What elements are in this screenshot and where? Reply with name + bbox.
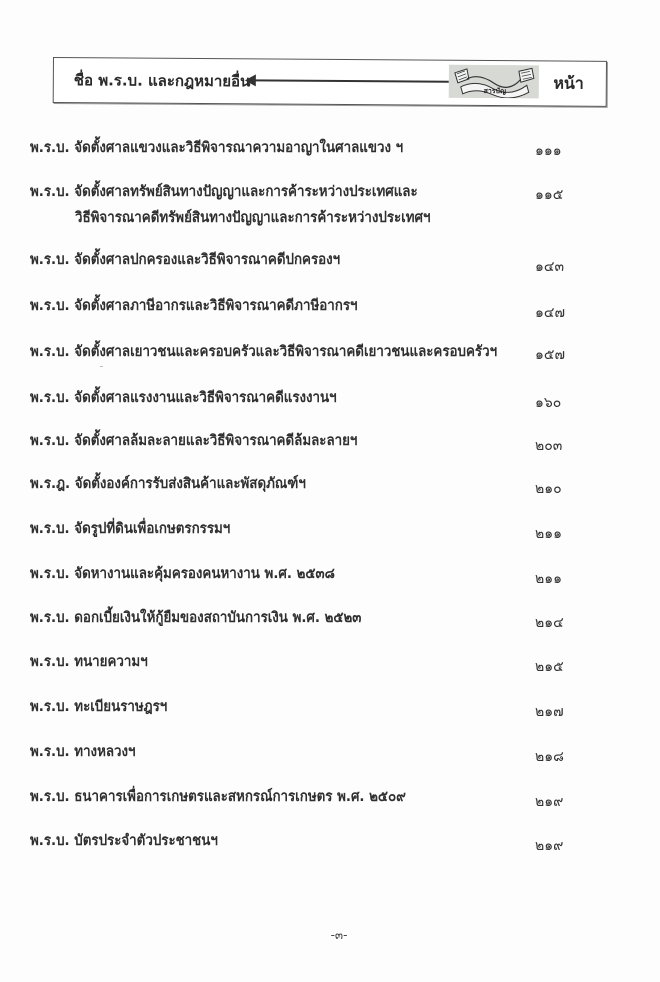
entry-page-number: ๒๑๑ (535, 526, 563, 542)
entry-page-number: ๒๑๐ (535, 481, 562, 497)
entry-page-number: ๑๑๕ (535, 187, 564, 203)
entry-title-continuation: วิธีพิจารณาคดีทรัพย์สินทางปัญญาและการค้าระหว่างประเทศฯ (75, 210, 431, 226)
entry-title: พ.ร.บ. ธนาคารเพื่อการเกษตรและสหกรณ์การเกษตร พ.ศ. ๒๕๐๙ (30, 789, 406, 805)
entry-page-number: ๒๑๑ (535, 571, 563, 587)
entry-title: พ.ร.บ. ดอกเบี้ยเงินให้กู้ยืมของสถาบันการเงิน พ.ศ. ๒๕๒๓ (30, 610, 362, 626)
entry-page-number: ๑๕๗ (535, 347, 566, 363)
entry-title: พ.ร.บ. จัดตั้งศาลแขวงและวิธีพิจารณาความอาญาในศาลแขวง ฯ (30, 140, 404, 156)
page-number: -๓- (330, 928, 348, 942)
entry-page-number: ๒๑๕ (535, 659, 564, 675)
svg-text:สารบัญ: สารบัญ (483, 87, 506, 96)
toc-header (53, 57, 607, 107)
entry-page-number: ๑๖๐ (535, 395, 562, 411)
entry-page-number: ๒๐๓ (535, 438, 563, 454)
entry-title: พ.ร.บ. ทะเบียนราษฎรฯ (30, 699, 168, 715)
entry-page-number: ๒๑๙ (535, 794, 564, 810)
entry-title: พ.ร.ฎ. จัดตั้งองค์การรับส่งสินค้าและพัสดุภัณฑ์ฯ (30, 476, 306, 492)
entry-title: พ.ร.บ. จัดหางานและคุ้มครองคนหางาน พ.ศ. ๒๕๓๘ (30, 566, 335, 582)
entry-title: พ.ร.บ. จัดตั้งศาลล้มละลายและวิธีพิจารณาคดีล้มละลายฯ (30, 433, 358, 449)
entry-page-number: ๑๑๑ (535, 143, 562, 159)
entry-title: พ.ร.บ. จัดตั้งศาลแรงงานและวิธีพิจารณาคดีแรงงานฯ (30, 390, 337, 406)
left-arrow-icon (254, 79, 449, 82)
entry-page-number: ๒๑๙ (535, 838, 564, 854)
entry-title: พ.ร.บ. จัดตั้งศาลปกครองและวิธีพิจารณาคดีปกครองฯ (30, 252, 341, 268)
entry-title: พ.ร.บ. ทนายความฯ (30, 654, 148, 670)
entry-page-number: ๑๔๓ (535, 259, 565, 275)
entry-page-number: ๒๑๔ (535, 615, 564, 631)
scroll-banner-icon (449, 65, 539, 99)
entry-page-number: ๒๑๗ (535, 704, 564, 720)
page-column-label: หน้า (553, 73, 584, 93)
entry-title: พ.ร.บ. จัดตั้งศาลภาษีอากรและวิธีพิจารณาคดีภาษีอากรฯ (30, 298, 358, 314)
entry-title: พ.ร.บ. ทางหลวงฯ (30, 744, 136, 760)
entry-title: พ.ร.บ. จัดตั้งศาลทรัพย์สินทางปัญญาและการค้าระหว่างประเทศและ (30, 184, 418, 200)
entry-page-number: ๒๑๘ (535, 749, 564, 765)
entry-page-number: ๑๔๗ (535, 305, 566, 321)
entry-title: พ.ร.บ. จัดรูปที่ดินเพื่อเกษตรกรรมฯ (30, 521, 231, 537)
entry-title: พ.ร.บ. จัดตั้งศาลเยาวชนและครอบครัวและวิธีพิจารณาคดีเยาวชนและครอบครัวฯ (30, 344, 498, 360)
entry-title: พ.ร.บ. บัตรประจำตัวประชาชนฯ (30, 833, 218, 849)
header-title: ชื่อ พ.ร.บ. และกฎหมายอื่น (73, 71, 251, 91)
